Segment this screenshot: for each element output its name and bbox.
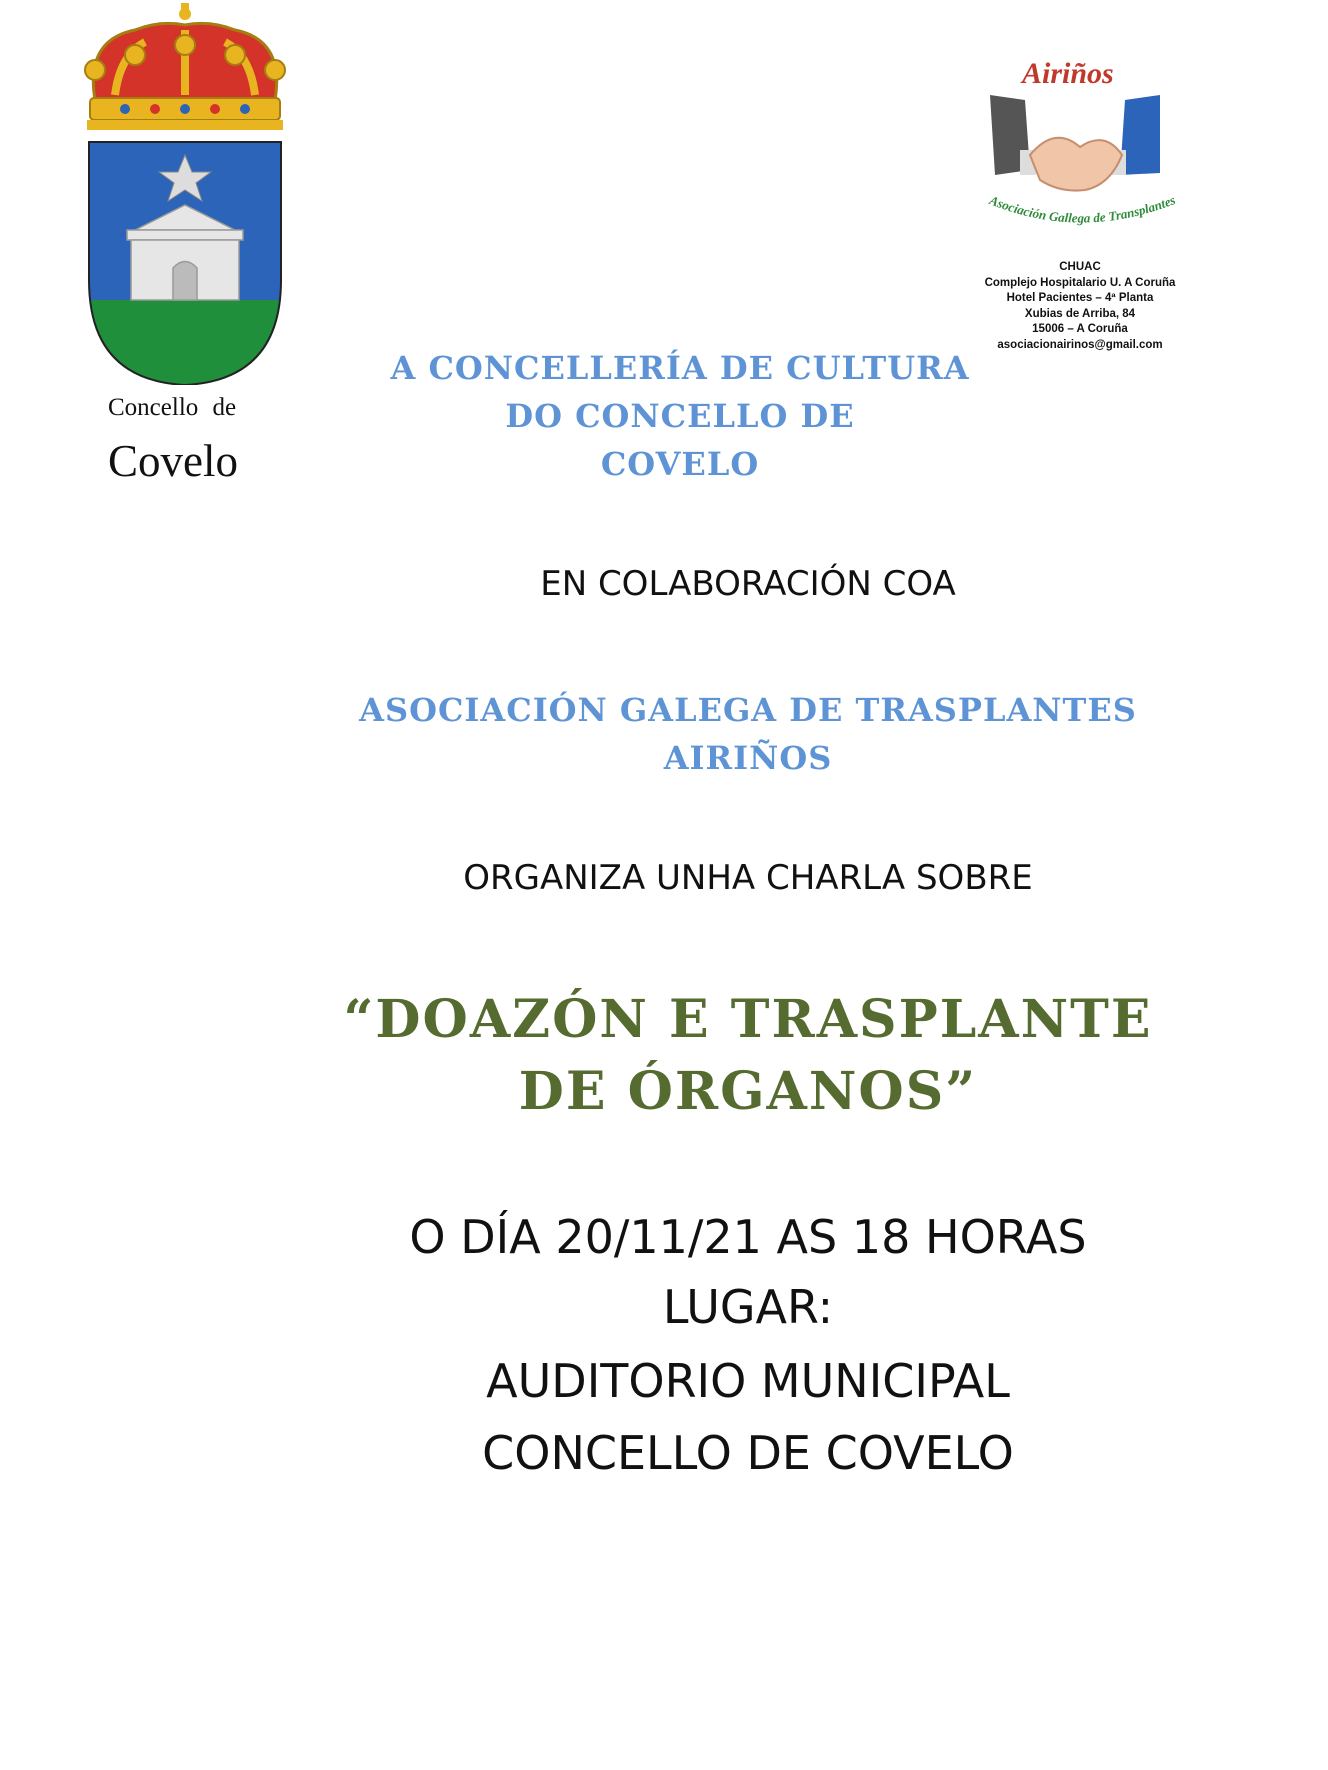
concello-de-label: Concello de (108, 394, 237, 421)
logo-subtitle: Asociación Gallega de Transplantes (987, 192, 1178, 226)
contact-line: 15006 – A Coruña (1032, 323, 1128, 335)
event-place-label: LUGAR: (662, 1280, 834, 1334)
event-venue-owner: CONCELLO DE COVELO (482, 1426, 1014, 1480)
talk-title-line: “DOAZÓN E TRASPLANTE (343, 989, 1153, 1050)
talk-title-line: DE ÓRGANOS” (518, 1061, 978, 1122)
association-line: ASOCIACIÓN GALEGA DE TRASPLANTES (359, 691, 1137, 729)
contact-block (960, 260, 1200, 353)
title-line: COVELO (600, 445, 760, 483)
contact-line: Hotel Pacientes – 4ª Planta (1006, 292, 1154, 304)
svg-text:Asociación Gallega de Transpla (987, 192, 1178, 226)
airinos-logo (960, 55, 1205, 255)
title-line: A CONCELLERÍA DE CULTURA (390, 349, 970, 387)
collaboration-text: EN COLABORACIÓN COA (540, 564, 956, 604)
contact-email: asociacionairinos@gmail.com (997, 338, 1163, 351)
coat-of-arms-icon (75, 0, 295, 385)
covelo-label: Covelo (108, 436, 238, 486)
association-line: AIRIÑOS (663, 739, 833, 777)
title-line: DO CONCELLO DE (505, 397, 855, 435)
handshake-icon (990, 95, 1160, 191)
contact-line: Complejo Hospitalario U. A Coruña (984, 276, 1176, 289)
logo-name: Airiños (1022, 57, 1114, 90)
organiza-text: ORGANIZA UNHA CHARLA SOBRE (463, 858, 1033, 898)
contact-line: Xubias de Arriba, 84 (1024, 307, 1136, 320)
event-venue: AUDITORIO MUNICIPAL (486, 1354, 1010, 1408)
crown-icon (85, 3, 285, 130)
event-date: O DÍA 20/11/21 AS 18 HORAS (409, 1210, 1087, 1264)
contact-line: CHUAC (1059, 261, 1101, 273)
